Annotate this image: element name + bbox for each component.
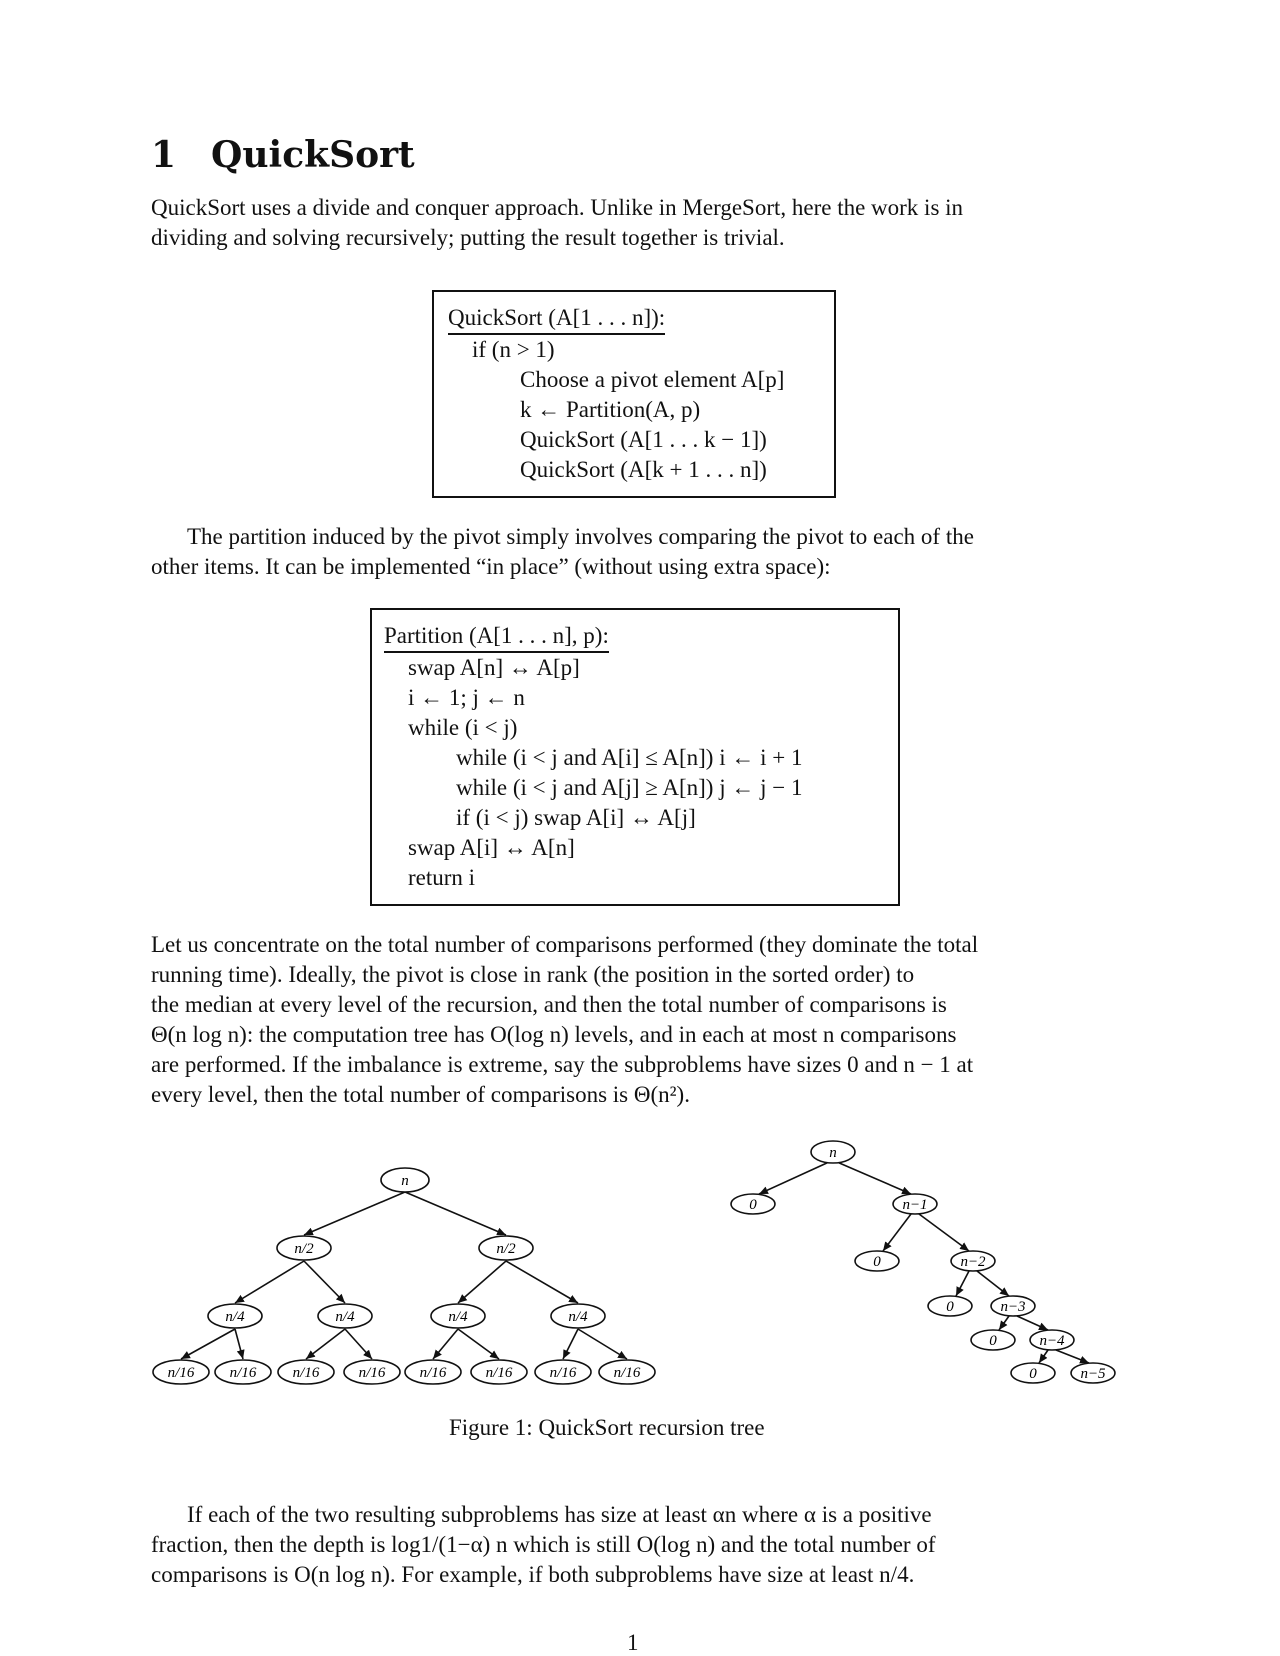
- partition-header: Partition (A[1 . . . n], p):: [384, 621, 609, 653]
- balanced-l3-node-5-label: n/16: [485, 1365, 513, 1381]
- balanced-edge-l2-0: [181, 1329, 235, 1359]
- skewed-edge-zero-3: [999, 1316, 1009, 1330]
- intro-line-1: QuickSort uses a divide and conquer approach. Unlike in MergeSort, here the work is in: [151, 195, 964, 220]
- quicksort-line-pivot: Choose a pivot element A[p]: [520, 367, 785, 392]
- partition-intro-paragraph: [151, 522, 1115, 582]
- skewed-edge-chain-3: [1017, 1316, 1048, 1330]
- comparisons-line-2: running time). Ideally, the pivot is close in rank (the position in the sorted order) to: [151, 962, 915, 987]
- skewed-zero-node-2-label: 0: [946, 1299, 954, 1315]
- skewed-chain-node-5-label: n−5: [1080, 1366, 1106, 1382]
- skewed-edge-zero-1: [883, 1214, 911, 1251]
- recursion-tree-figure: [0, 1120, 1280, 1390]
- skewed-zero-node-0-label: 0: [749, 1197, 757, 1213]
- balanced-edge-root-0: [304, 1192, 405, 1235]
- partition-line-init: i ← 1; j ← n: [408, 685, 525, 710]
- balanced-l3-node-2: [278, 1360, 334, 1384]
- skewed-edge-chain-4: [1056, 1350, 1089, 1363]
- intro-paragraph: [151, 193, 1115, 253]
- balanced-l3-node-5: [471, 1360, 527, 1384]
- skewed-edge-chain-2: [977, 1271, 1009, 1296]
- balanced-l3-node-4-label: n/16: [419, 1365, 447, 1381]
- depth-line-3: comparisons is O(n log n). For example, if both subproblems have size at least n/4.: [151, 1562, 915, 1587]
- page-number: 1: [627, 1630, 639, 1655]
- balanced-edge-l1-0: [235, 1261, 304, 1303]
- quicksort-line-recurse-right: QuickSort (A[k + 1 . . . n]): [520, 457, 767, 482]
- balanced-edge-l2-3: [345, 1329, 372, 1359]
- balanced-l2-node-0: [208, 1304, 262, 1328]
- section-heading: [151, 134, 415, 176]
- balanced-l3-node-6: [535, 1360, 591, 1384]
- quicksort-line-if: if (n > 1): [472, 337, 555, 362]
- balanced-edge-l2-1: [235, 1329, 243, 1359]
- balanced-root-node: [381, 1168, 429, 1192]
- balanced-l2-node-2: [431, 1304, 485, 1328]
- comparisons-paragraph: [151, 930, 1115, 1110]
- comparisons-line-4: Θ(n log n): the computation tree has O(log n) levels, and in each at most n comparisons: [151, 1022, 957, 1047]
- skewed-chain-node-1: [893, 1194, 937, 1214]
- balanced-l2-node-2-label: n/4: [448, 1309, 468, 1325]
- balanced-l3-node-2-label: n/16: [292, 1365, 320, 1381]
- quicksort-header: QuickSort (A[1 . . . n]):: [448, 303, 665, 335]
- depth-line-2: fraction, then the depth is log1/(1−α) n which is still O(log n) and the total number of: [151, 1532, 936, 1557]
- balanced-edge-l2-4: [433, 1329, 458, 1359]
- skewed-zero-node-4: [1011, 1363, 1055, 1383]
- skewed-edge-zero-2: [956, 1271, 969, 1296]
- partition-line-while: while (i < j): [408, 715, 518, 740]
- skewed-tree: [731, 1141, 1115, 1383]
- balanced-root-node-label: n: [401, 1173, 409, 1189]
- balanced-l3-node-0-label: n/16: [167, 1365, 195, 1381]
- skewed-chain-node-2: [951, 1251, 995, 1271]
- section-number: 1: [151, 134, 177, 176]
- figure-caption: Figure 1: QuickSort recursion tree: [449, 1415, 765, 1440]
- depth-paragraph: [151, 1500, 1115, 1590]
- balanced-l3-node-6-label: n/16: [549, 1365, 577, 1381]
- balanced-edge-l1-3: [506, 1261, 578, 1303]
- balanced-l3-node-1-label: n/16: [229, 1365, 257, 1381]
- quicksort-algorithm-box: [432, 290, 836, 498]
- comparisons-line-1: Let us concentrate on the total number of comparisons performed (they dominate the total: [151, 932, 979, 957]
- partition-intro-line-1: The partition induced by the pivot simply involves comparing the pivot to each of the: [187, 524, 974, 549]
- balanced-edge-l2-7: [578, 1329, 627, 1359]
- skewed-chain-node-1-label: n−1: [902, 1197, 928, 1213]
- balanced-edge-l2-2: [306, 1329, 345, 1359]
- skewed-zero-node-1-label: 0: [873, 1254, 881, 1270]
- skewed-edge-zero-4: [1039, 1350, 1048, 1363]
- balanced-edge-root-1: [405, 1192, 506, 1235]
- balanced-tree: [153, 1168, 655, 1384]
- skewed-zero-node-4-label: 0: [1029, 1366, 1037, 1382]
- balanced-l1-node-1: [479, 1236, 533, 1260]
- balanced-l2-node-1-label: n/4: [335, 1309, 355, 1325]
- balanced-edge-l2-5: [458, 1329, 499, 1359]
- skewed-zero-node-0: [731, 1194, 775, 1214]
- depth-line-1: If each of the two resulting subproblems has size at least αn where α is a positive: [187, 1502, 932, 1527]
- quicksort-line-partition: k ← Partition(A, p): [520, 397, 701, 422]
- balanced-edge-l2-6: [563, 1329, 578, 1359]
- balanced-l3-node-4: [405, 1360, 461, 1384]
- skewed-zero-node-3: [971, 1330, 1015, 1350]
- balanced-l3-node-7: [599, 1360, 655, 1384]
- balanced-l3-node-7-label: n/16: [613, 1365, 641, 1381]
- intro-line-2: dividing and solving recursively; putting the result together is trivial.: [151, 225, 785, 250]
- partition-line-swap: swap A[n] ↔ A[p]: [408, 655, 580, 680]
- balanced-l3-node-1: [215, 1360, 271, 1384]
- balanced-edge-l1-2: [458, 1261, 506, 1303]
- skewed-zero-node-2: [928, 1296, 972, 1316]
- partition-line-final-swap: swap A[i] ↔ A[n]: [408, 835, 575, 860]
- skewed-root-node-label: n: [829, 1145, 837, 1161]
- comparisons-line-6: every level, then the total number of comparisons is Θ(n²).: [151, 1082, 690, 1107]
- skewed-chain-node-4: [1030, 1330, 1074, 1350]
- partition-line-while-j: while (i < j and A[j] ≥ A[n]) j ← j − 1: [456, 775, 803, 800]
- skewed-chain-node-3-label: n−3: [1000, 1299, 1026, 1315]
- skewed-edge-chain-0: [837, 1162, 911, 1194]
- balanced-l1-node-1-label: n/2: [496, 1241, 516, 1257]
- partition-line-return: return i: [408, 865, 476, 890]
- partition-algorithm-box: [370, 608, 900, 906]
- section-title: QuickSort: [211, 134, 415, 176]
- skewed-chain-node-5: [1071, 1363, 1115, 1383]
- balanced-l2-node-3: [551, 1304, 605, 1328]
- balanced-edge-l1-1: [304, 1261, 345, 1303]
- balanced-l1-node-0-label: n/2: [294, 1241, 314, 1257]
- skewed-chain-node-2-label: n−2: [960, 1254, 986, 1270]
- partition-line-while-i: while (i < j and A[i] ≤ A[n]) i ← i + 1: [456, 745, 803, 770]
- skewed-zero-node-3-label: 0: [989, 1333, 997, 1349]
- balanced-l3-node-3: [344, 1360, 400, 1384]
- comparisons-line-5: are performed. If the imbalance is extreme, say the subproblems have sizes 0 and n − 1 at: [151, 1052, 974, 1077]
- quicksort-line-recurse-left: QuickSort (A[1 . . . k − 1]): [520, 427, 767, 452]
- balanced-l3-node-3-label: n/16: [358, 1365, 386, 1381]
- skewed-zero-node-1: [855, 1251, 899, 1271]
- balanced-l2-node-3-label: n/4: [568, 1309, 588, 1325]
- skewed-chain-node-3: [991, 1296, 1035, 1316]
- skewed-edge-zero-0: [759, 1162, 829, 1194]
- partition-line-if-swap: if (i < j) swap A[i] ↔ A[j]: [456, 805, 696, 830]
- skewed-chain-node-4-label: n−4: [1039, 1333, 1065, 1349]
- partition-intro-line-2: other items. It can be implemented “in place” (without using extra space):: [151, 554, 831, 579]
- balanced-l2-node-0-label: n/4: [225, 1309, 245, 1325]
- skewed-root-node: [811, 1141, 855, 1163]
- skewed-edge-chain-1: [919, 1214, 969, 1251]
- balanced-l2-node-1: [318, 1304, 372, 1328]
- balanced-l3-node-0: [153, 1360, 209, 1384]
- comparisons-line-3: the median at every level of the recursion, and then the total number of comparisons is: [151, 992, 947, 1017]
- balanced-l1-node-0: [277, 1236, 331, 1260]
